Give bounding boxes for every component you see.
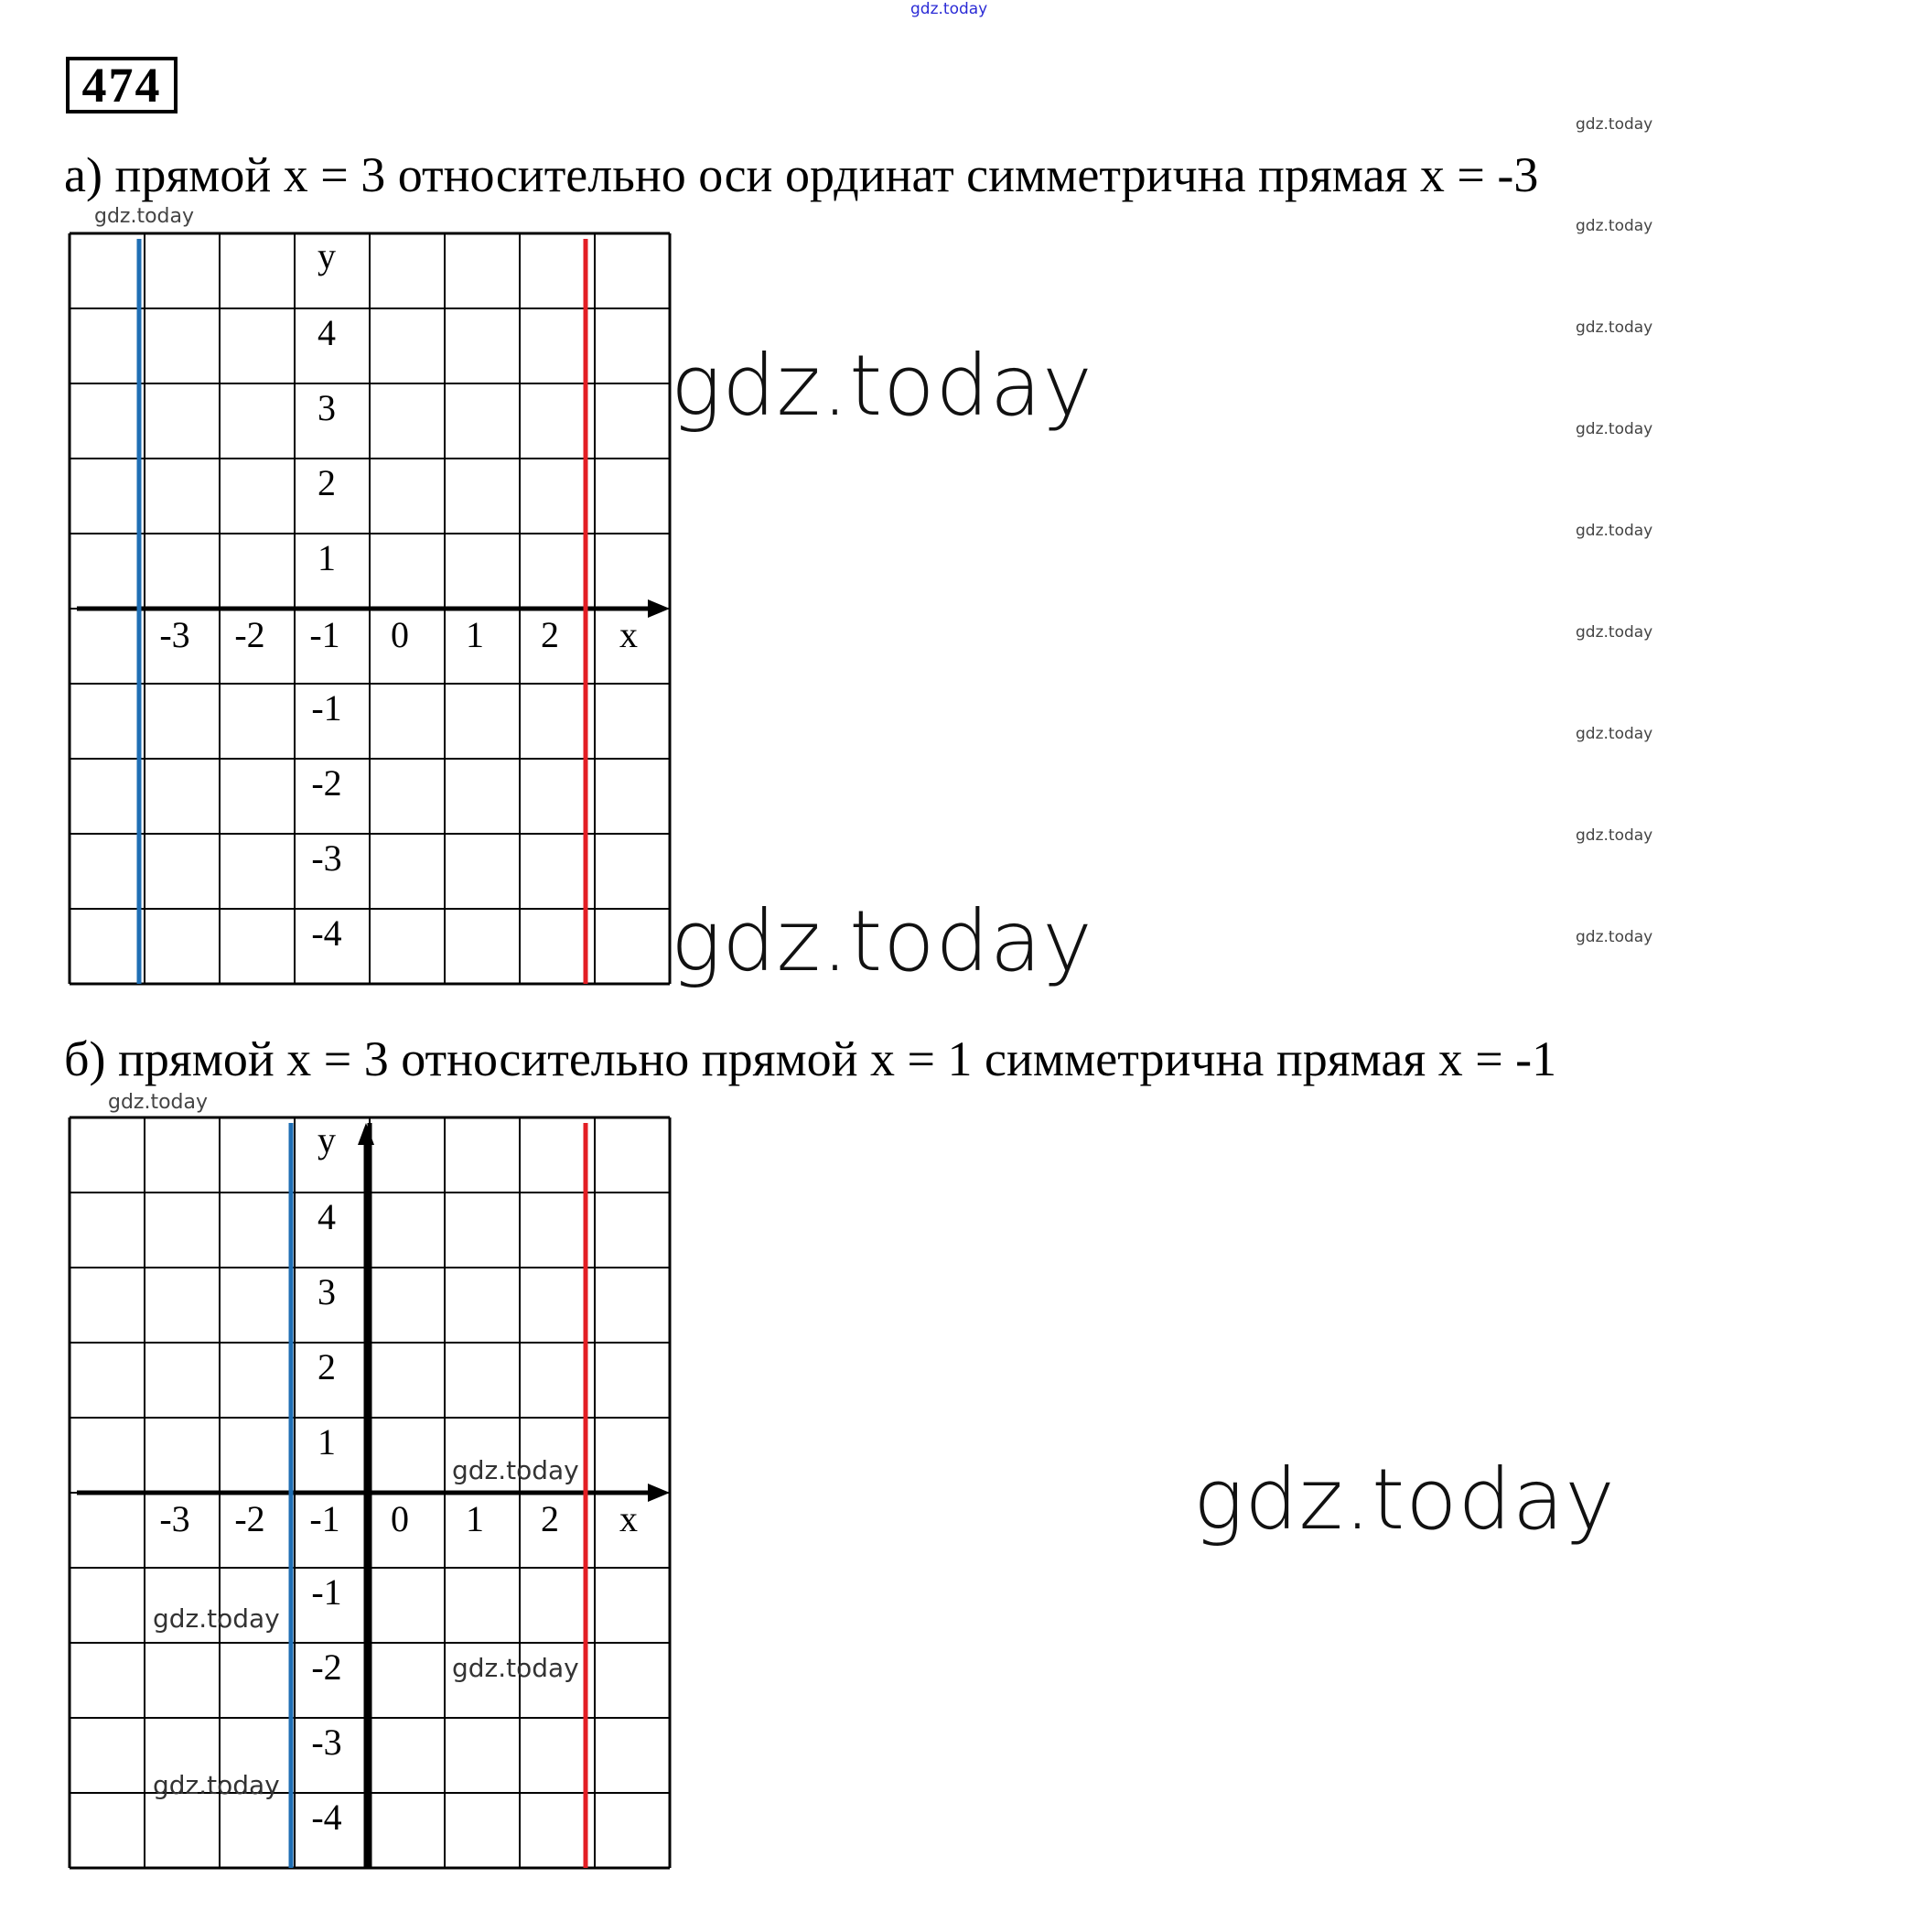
graph-part-a <box>67 231 673 987</box>
y-tick-label: -4 <box>311 912 342 954</box>
watermark: gdz.today <box>1576 217 1653 235</box>
x-axis-label: x <box>619 1498 638 1539</box>
y-tick-label: 1 <box>318 1421 336 1462</box>
x-tick-label: 2 <box>541 1498 559 1539</box>
y-tick-label: -4 <box>311 1797 342 1838</box>
y-tick-label: 3 <box>318 387 336 428</box>
graph-part-b <box>67 1115 673 1871</box>
watermark: gdz.today <box>452 1455 579 1485</box>
watermark: gdz.today <box>1576 318 1653 337</box>
watermark-large: gdz.today <box>671 337 1093 435</box>
y-tick-label: -3 <box>311 1722 342 1763</box>
y-tick-label: -1 <box>311 1571 342 1613</box>
watermark: gdz.today <box>1576 420 1653 438</box>
x-axis-label: x <box>619 614 638 655</box>
x-tick-label: 0 <box>391 1498 409 1539</box>
watermark: gdz.today <box>153 1770 280 1800</box>
y-tick-label: 2 <box>318 1346 336 1387</box>
y-tick-label: 1 <box>318 537 336 578</box>
watermark: gdz.today <box>1576 115 1653 134</box>
x-tick-label: -2 <box>234 1498 265 1539</box>
y-tick-label: -1 <box>311 687 342 729</box>
x-tick-label: 1 <box>466 1498 484 1539</box>
x-tick-label: 2 <box>541 614 559 655</box>
y-tick-label: 3 <box>318 1271 336 1312</box>
x-tick-label: 0 <box>391 614 409 655</box>
watermark: gdz.today <box>108 1091 209 1114</box>
x-tick-label: -3 <box>159 1498 190 1539</box>
y-tick-label: 4 <box>318 312 336 353</box>
coordinate-grid <box>67 231 673 987</box>
problem-number: 474 <box>66 57 178 113</box>
y-tick-label: 2 <box>318 462 336 503</box>
y-axis-label: y <box>318 1119 336 1160</box>
watermark: gdz.today <box>1576 623 1653 642</box>
x-tick-label: 1 <box>466 614 484 655</box>
x-tick-label: -3 <box>159 614 190 655</box>
y-axis-label: y <box>318 235 336 276</box>
watermark-large: gdz.today <box>1193 1451 1616 1549</box>
watermark: gdz.today <box>1576 826 1653 845</box>
watermark: gdz.today <box>1576 522 1653 540</box>
watermark: gdz.today <box>153 1603 280 1634</box>
x-axis-arrow <box>648 1484 670 1502</box>
watermark: gdz.today <box>1576 928 1653 946</box>
y-tick-label: -3 <box>311 837 342 879</box>
watermark-top: gdz.today <box>910 0 988 18</box>
watermark: gdz.today <box>94 205 195 228</box>
x-tick-label: -1 <box>309 614 340 655</box>
watermark-large: gdz.today <box>671 892 1093 990</box>
watermark: gdz.today <box>1576 725 1653 743</box>
y-tick-label: 4 <box>318 1196 336 1237</box>
y-tick-label: -2 <box>311 1646 342 1688</box>
x-axis-arrow <box>648 599 670 618</box>
coordinate-grid <box>67 1115 673 1871</box>
y-tick-label: -2 <box>311 762 342 804</box>
part-a-statement: а) прямой x = 3 относительно оси ординат симметрична прямая x = -3 <box>64 147 1539 202</box>
watermark: gdz.today <box>452 1653 579 1683</box>
x-tick-label: -1 <box>309 1498 340 1539</box>
x-tick-label: -2 <box>234 614 265 655</box>
part-b-statement: б) прямой x = 3 относительно прямой x = 1 симметрична прямая x = -1 <box>64 1031 1557 1086</box>
